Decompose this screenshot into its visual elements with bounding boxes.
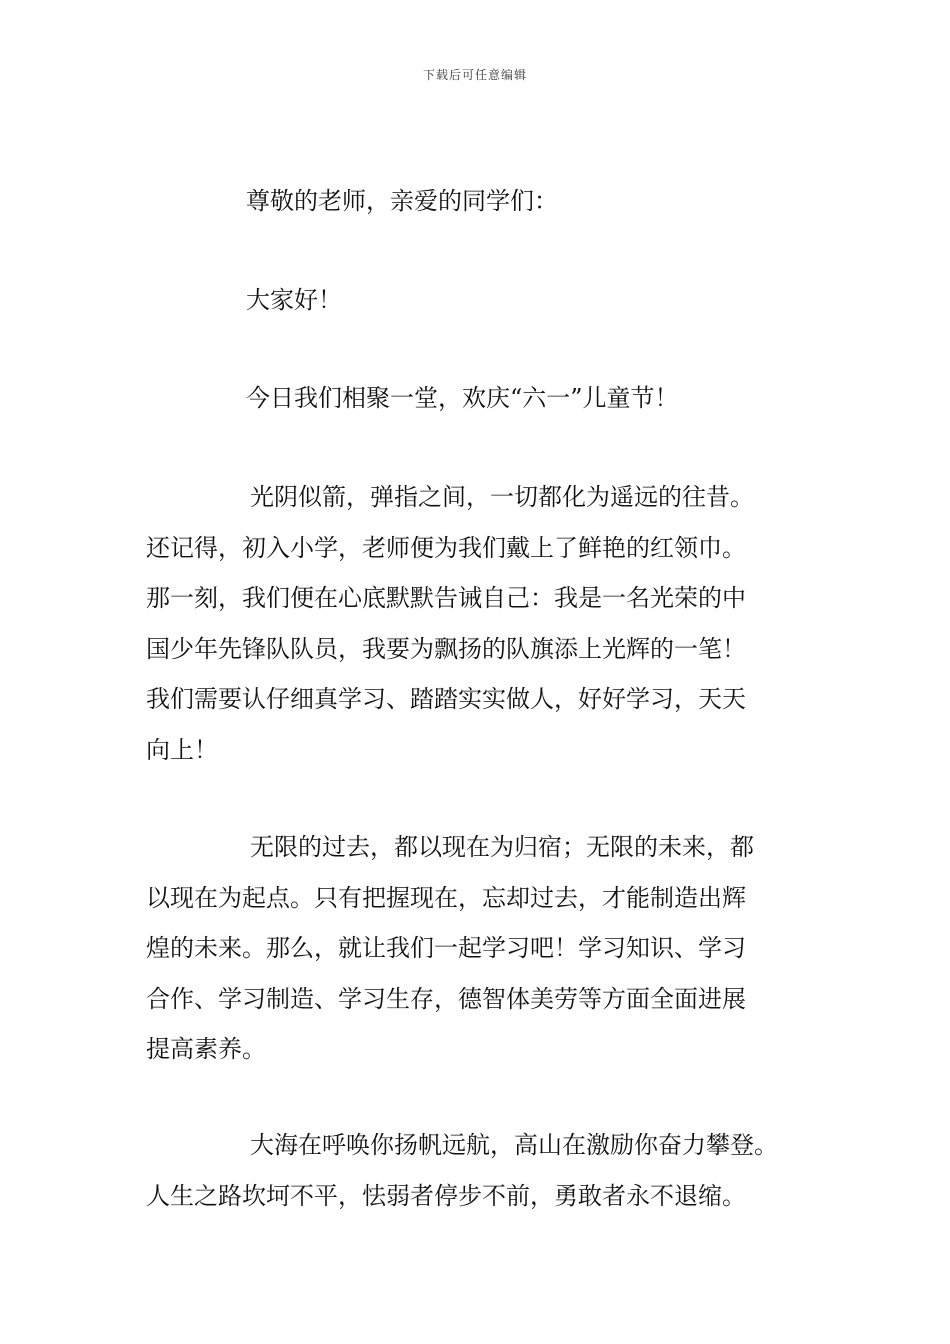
paragraph-line: 还记得，初入小学，老师便为我们戴上了鲜艳的红领巾。 bbox=[146, 533, 746, 562]
paragraph bbox=[146, 822, 846, 1075]
paragraph-line: 人生之路坎坷不平，怯弱者停步不前，勇敢者永不退缩。 bbox=[146, 1181, 746, 1210]
greeting-hello: 大家好！ bbox=[246, 286, 342, 314]
paragraph-line: 向上！ bbox=[146, 735, 218, 764]
paragraph-line: 那一刻，我们便在心底默默告诫自己：我是一名光荣的中 bbox=[146, 584, 746, 613]
paragraph-line: 大海在呼唤你扬帆远航，高山在激励你奋力攀登。 bbox=[250, 1131, 778, 1159]
paragraph bbox=[146, 1120, 846, 1221]
paragraph-line: 煌的未来。那么，就让我们一起学习吧！学习知识、学习 bbox=[146, 934, 746, 963]
paragraph-line: 以现在为起点。只有把握现在，忘却过去，才能制造出辉 bbox=[146, 883, 746, 912]
paragraph-line: 提高素养。 bbox=[146, 1035, 266, 1064]
paragraph-line: 无限的过去，都以现在为归宿；无限的未来，都 bbox=[250, 833, 754, 861]
header-note: 下载后可任意编辑 bbox=[422, 68, 527, 82]
intro-line: 今日我们相聚一堂，欢庆“六一”儿童节！ bbox=[246, 384, 679, 412]
paragraph bbox=[146, 472, 846, 776]
paragraph-line: 我们需要认仔细真学习、踏踏实实做人，好好学习，天天 bbox=[146, 685, 746, 714]
paragraph-line: 国少年先锋队队员，我要为飘扬的队旗添上光辉的一笔！ bbox=[146, 634, 746, 663]
paragraph-line: 合作、学习制造、学习生存，德智体美劳等方面全面进展 bbox=[146, 984, 746, 1013]
salutation: 尊敬的老师，亲爱的同学们： bbox=[246, 187, 558, 215]
paragraph-line: 光阴似箭，弹指之间，一切都化为遥远的往昔。 bbox=[250, 483, 754, 511]
